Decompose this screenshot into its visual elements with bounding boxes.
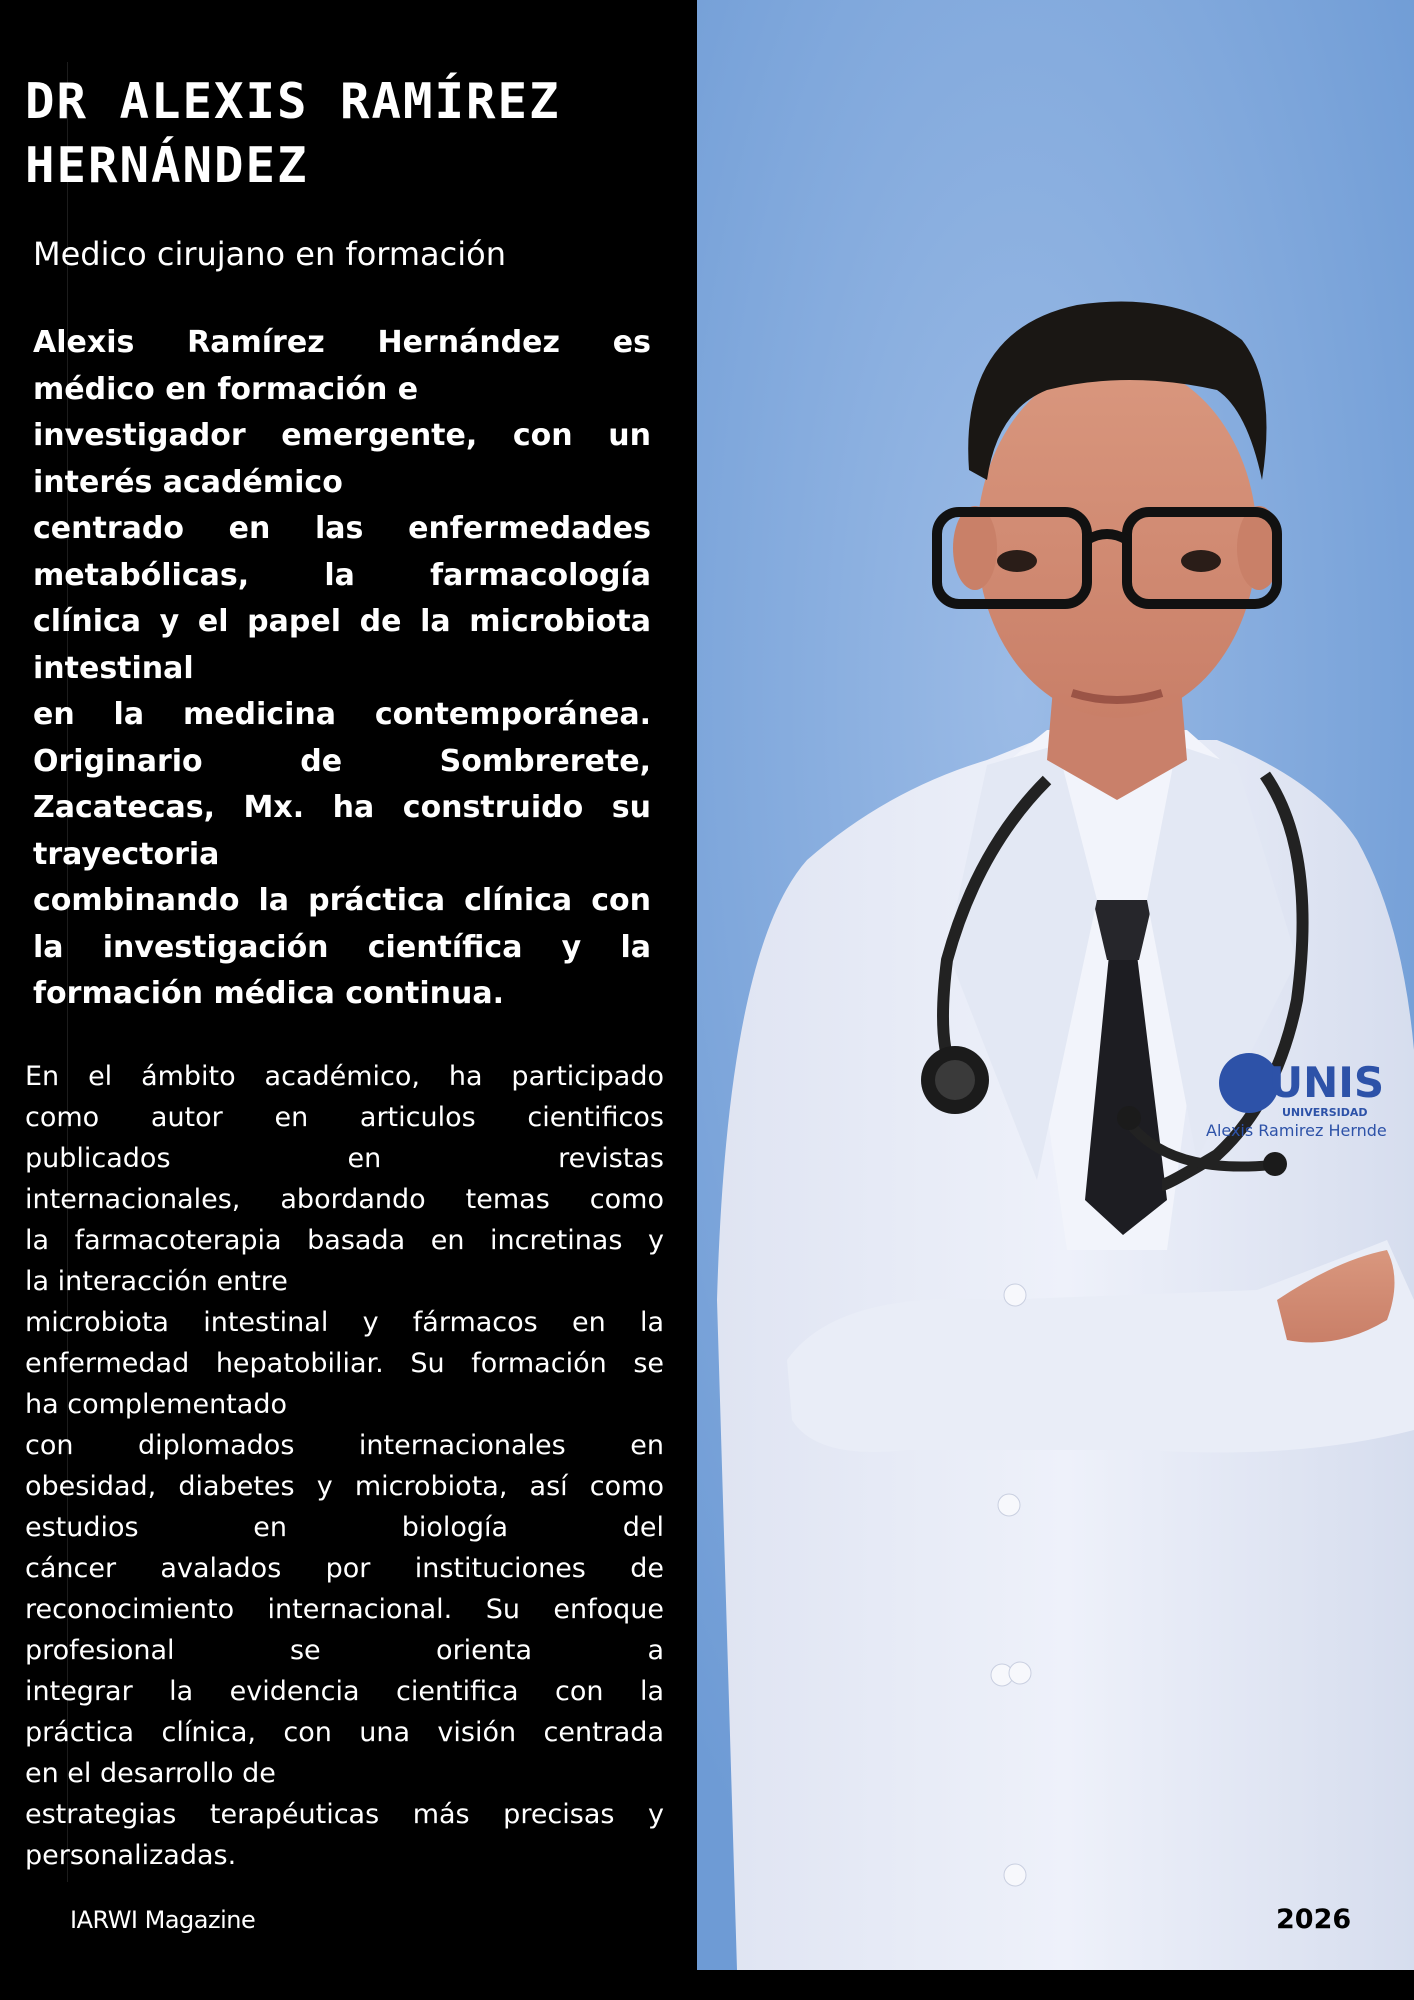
text-line: estudios en biología del — [25, 1512, 664, 1543]
badge-subtext: UNIVERSIDAD — [1282, 1106, 1368, 1119]
coat-button — [998, 1494, 1020, 1516]
text-line: enfermedad hepatobiliar. Su formación se — [25, 1348, 664, 1379]
coat-button — [1004, 1864, 1026, 1886]
text-line: integrar la evidencia cientifica con la — [25, 1676, 664, 1707]
text-line: profesional se orienta a — [25, 1635, 664, 1666]
badge-text: UNIS — [1269, 1058, 1385, 1107]
text-line: cáncer avalados por instituciones de — [25, 1553, 664, 1584]
bio-intro — [33, 320, 651, 1018]
text-line: la farmacoterapia basada en incretinas y — [25, 1225, 664, 1256]
text-line: reconocimiento internacional. Su enfoque — [25, 1594, 664, 1625]
text-line: la interacción entre — [25, 1266, 288, 1297]
subtitle: Medico cirujano en formación — [33, 235, 506, 273]
stethoscope-earpiece — [1263, 1152, 1287, 1176]
embroidered-name: Alexis Ramirez Hernde — [1206, 1121, 1387, 1140]
stethoscope-earpiece — [1117, 1106, 1141, 1130]
title-line: DR ALEXIS RAMÍREZ — [25, 73, 561, 130]
magazine-name: IARWI Magazine — [70, 1906, 256, 1934]
text-line: médico en formación e — [33, 371, 419, 407]
text-line: en la medicina contemporánea. — [33, 697, 651, 732]
text-line: investigador emergente, con un — [33, 418, 651, 453]
coat-button — [1004, 1284, 1026, 1306]
text-line: intestinal — [33, 650, 194, 686]
text-line: la investigación científica y la — [33, 929, 651, 965]
text-line: Originario de Sombrerete, — [33, 743, 651, 779]
right-eye — [1181, 550, 1221, 572]
text-line: obesidad, diabetes y microbiota, así como — [25, 1471, 664, 1502]
text-line: metabólicas, la farmacología — [33, 557, 651, 593]
text-line: interés académico — [33, 464, 343, 500]
text-line: Zacatecas, Mx. ha construido su — [33, 790, 651, 825]
text-line: con diplomados internacionales en — [25, 1430, 664, 1461]
text-line: centrado en las enfermedades — [33, 511, 651, 546]
text-line: combinando la práctica clínica con — [33, 883, 651, 918]
text-line: trayectoria — [33, 836, 220, 872]
text-line: clínica y el papel de la microbiota — [33, 604, 651, 639]
text-line: formación médica continua. — [33, 976, 505, 1011]
text-panel — [0, 0, 697, 2000]
portrait-photo — [697, 0, 1414, 1970]
text-line: en el desarrollo de — [25, 1758, 276, 1789]
university-badge — [1206, 1053, 1387, 1140]
text-line: ha complementado — [25, 1389, 287, 1420]
title-line: HERNÁNDEZ — [25, 137, 309, 194]
text-line: práctica clínica, con una visión centrada — [25, 1717, 664, 1748]
text-line: Alexis Ramírez Hernández es — [33, 325, 651, 360]
coat-button — [1009, 1662, 1031, 1684]
bio-body — [25, 1056, 664, 1876]
text-line: como autor en articulos cientificos — [25, 1102, 664, 1133]
text-line: estrategias terapéuticas más precisas y — [25, 1799, 664, 1830]
portrait-illustration — [697, 0, 1414, 1970]
text-line: microbiota intestinal y fármacos en la — [25, 1307, 664, 1338]
stethoscope-chestpiece-inner — [935, 1060, 975, 1100]
left-eye — [997, 550, 1037, 572]
text-line: En el ámbito académico, ha participado — [25, 1061, 664, 1092]
text-line: publicados en revistas — [25, 1143, 664, 1174]
year: 2026 — [1276, 1904, 1352, 1935]
text-line: internacionales, abordando temas como — [25, 1184, 664, 1215]
left-ear — [953, 506, 997, 590]
page-title — [25, 70, 685, 198]
text-line: personalizadas. — [25, 1840, 237, 1871]
